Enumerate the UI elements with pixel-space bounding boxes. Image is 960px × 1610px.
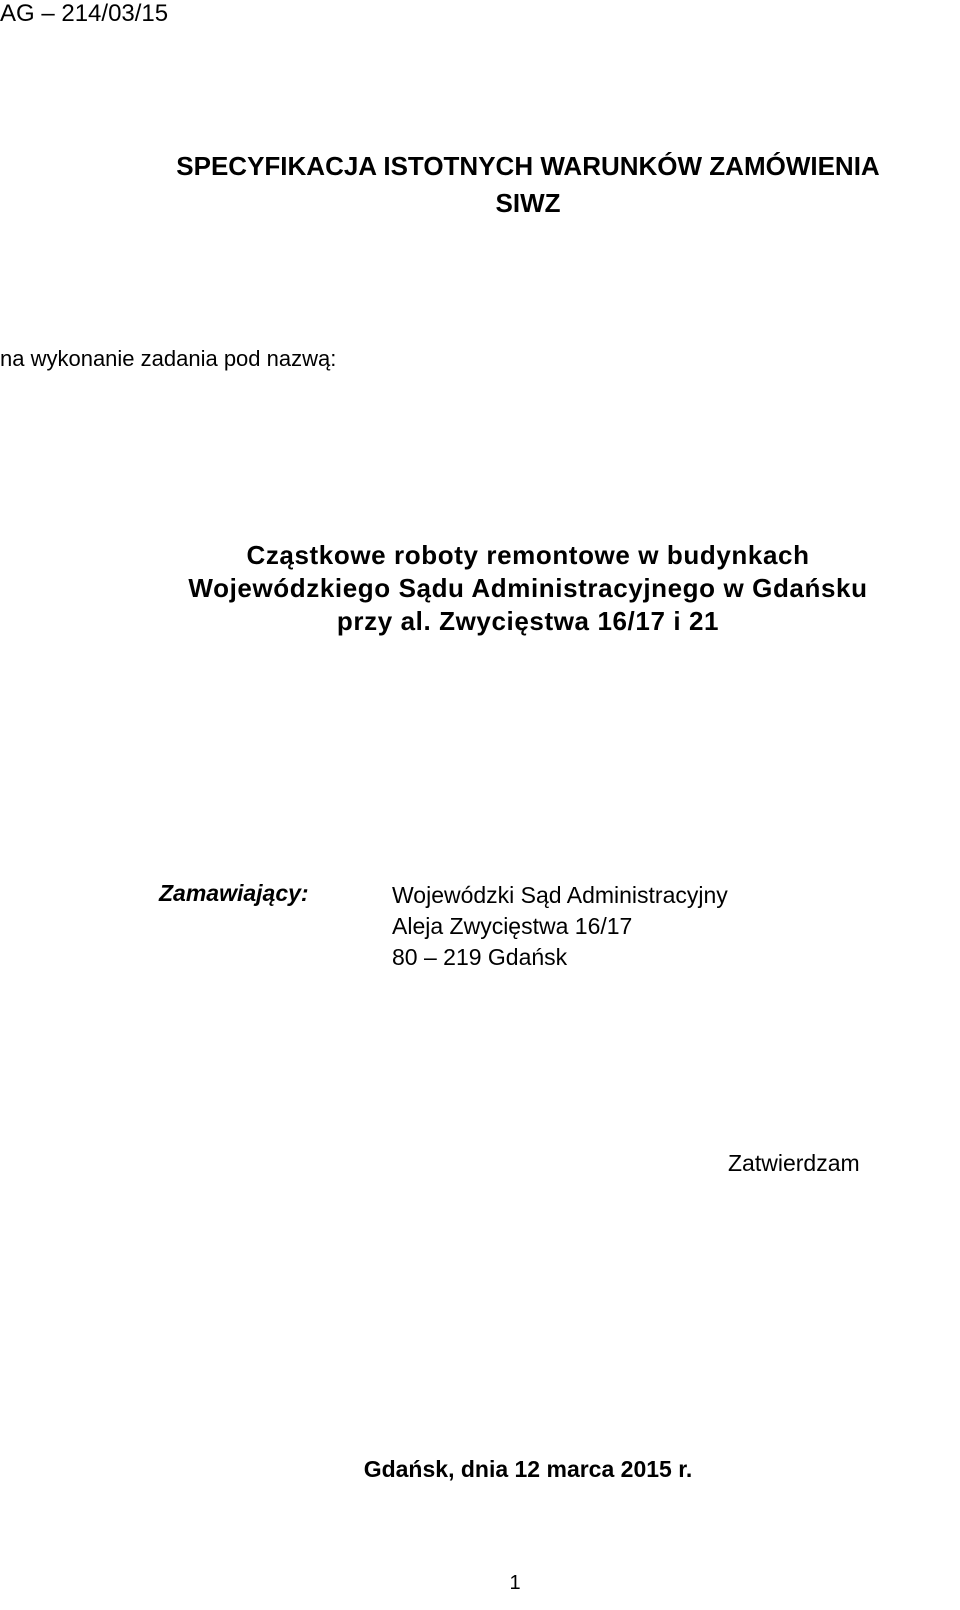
- document-subtitle: SIWZ: [495, 188, 561, 218]
- document-title: SPECYFIKACJA ISTOTNYCH WARUNKÓW ZAMÓWIENIA: [176, 151, 880, 181]
- approval-text: Zatwierdzam: [728, 1150, 860, 1176]
- task-intro-text: na wykonanie zadania pod nazwą:: [0, 346, 337, 371]
- task-name-line-3: przy al. Zwycięstwa 16/17 i 21: [336, 606, 720, 636]
- ordering-party-name: Wojewódzki Sąd Administracyjny: [392, 882, 728, 908]
- document-reference-number: AG – 214/03/15: [0, 0, 169, 27]
- ordering-party-label: Zamawiający:: [159, 880, 309, 906]
- ordering-party-city: 80 – 219 Gdańsk: [392, 944, 568, 970]
- task-name-line-2: Wojewódzkiego Sądu Administracyjnego w Gdańsku: [188, 573, 868, 603]
- ordering-party-address: [392, 880, 728, 973]
- task-name-line-1: Cząstkowe roboty remontowe w budynkach: [246, 540, 810, 570]
- ordering-party-street: Aleja Zwycięstwa 16/17: [392, 913, 633, 939]
- document-date: Gdańsk, dnia 12 marca 2015 r.: [363, 1456, 693, 1482]
- page-number: 1: [509, 1572, 521, 1594]
